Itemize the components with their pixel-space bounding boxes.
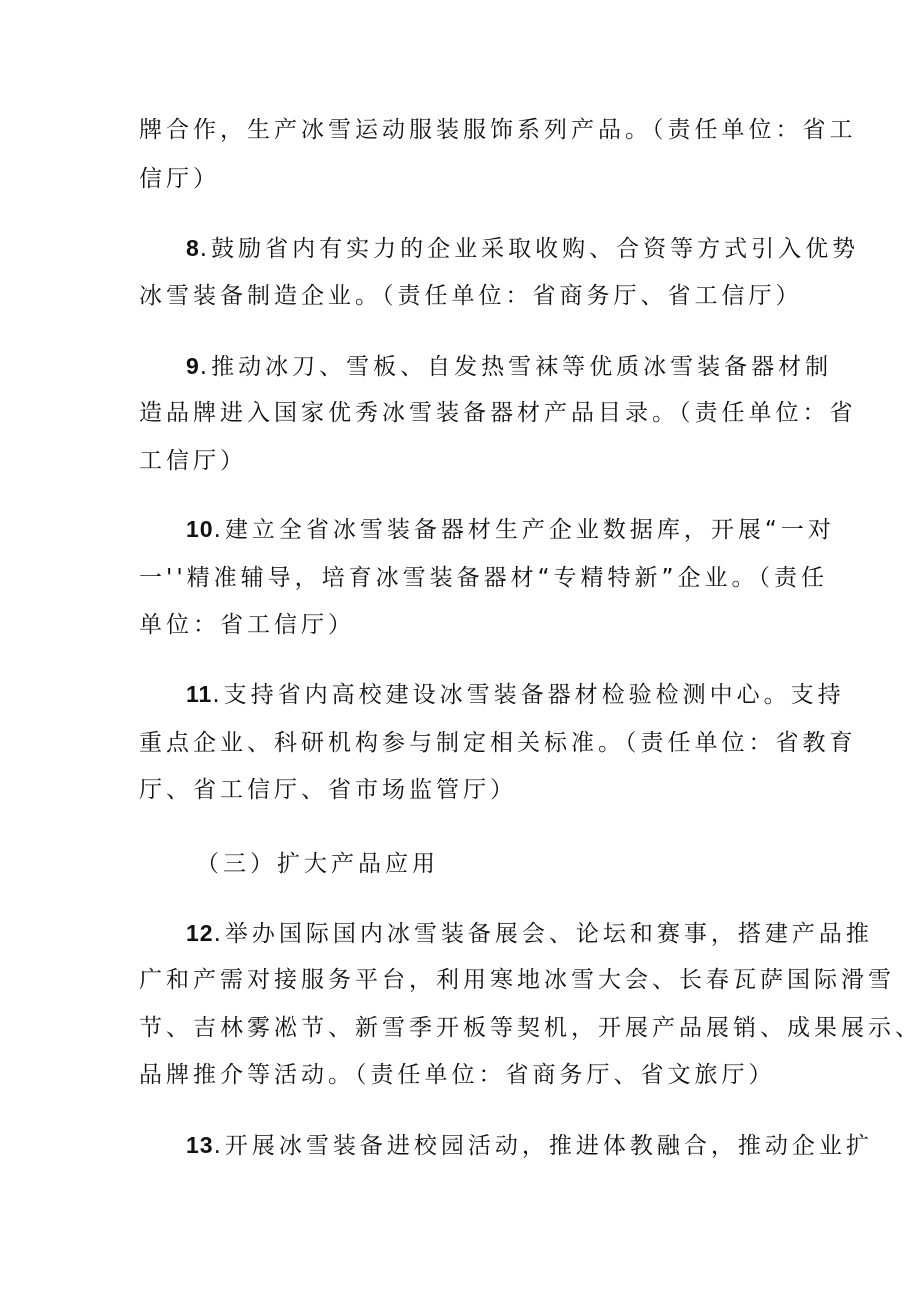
item-11-line-1	[186, 679, 845, 710]
item-11-line-2: 重点企业、科研机构参与制定相关标准。（责任单位：省教育	[139, 730, 857, 756]
item-9-line-2: 造品牌进入国家优秀冰雪装备器材产品目录。（责任单位：省	[139, 400, 857, 426]
item-10-line-2: 一''精准辅导，培育冰雪装备器材“专精特新”企业。（责任	[139, 565, 828, 591]
paragraph-7-line-2: 牌合作，生产冰雪运动服装服饰系列产品。（责任单位：省工	[139, 117, 857, 143]
item-12-line-4: 品牌推介等活动。（责任单位：省商务厅、省文旅厅）	[139, 1062, 776, 1088]
item-12-line-1	[186, 918, 873, 949]
item-10-number: 10	[186, 516, 214, 542]
item-12-text-1: .举办国际国内冰雪装备展会、论坛和赛事，搭建产品推	[213, 921, 873, 947]
item-9-line-3: 工信厅）	[139, 448, 247, 474]
item-10-line-3: 单位：省工信厅）	[139, 612, 355, 638]
item-8-line-2: 冰雪装备制造企业。（责任单位：省商务厅、省工信厅）	[139, 283, 803, 309]
item-11-number: 11	[186, 681, 213, 707]
item-13-text-1: .开展冰雪装备进校园活动，推进体教融合，推动企业扩	[213, 1133, 873, 1159]
item-12-number: 12	[186, 920, 214, 946]
item-12-line-2: 广和产需对接服务平台，利用寒地冰雪大会、长春瓦萨国际滑雪	[139, 967, 895, 993]
item-12-line-3: 节、吉林雾凇节、新雪季开板等契机，开展产品展销、成果展示、	[139, 1015, 922, 1041]
item-9-text-1: .推动冰刀、雪板、自发热雪袜等优质冰雪装备器材制	[199, 354, 833, 380]
paragraph-7-line-3: 信厅）	[139, 166, 220, 192]
item-8-line-1	[186, 233, 860, 264]
item-9-number: 9	[186, 353, 200, 379]
item-9-line-1	[186, 351, 833, 382]
section-heading: （三）扩大产品应用	[196, 851, 439, 877]
item-8-text-1: .鼓励省内有实力的企业采取收购、合资等方式引入优势	[199, 236, 860, 262]
item-13-line-1	[186, 1130, 873, 1161]
item-10-line-1	[186, 514, 835, 545]
item-13-number: 13	[186, 1132, 214, 1158]
item-10-text-1: .建立全省冰雪装备器材生产企业数据库，开展“一对	[213, 517, 835, 543]
item-8-number: 8	[186, 235, 200, 261]
item-11-text-1: .支持省内高校建设冰雪装备器材检验检测中心。支持	[212, 682, 845, 708]
item-11-line-3: 厅、省工信厅、省市场监管厅）	[139, 777, 517, 803]
